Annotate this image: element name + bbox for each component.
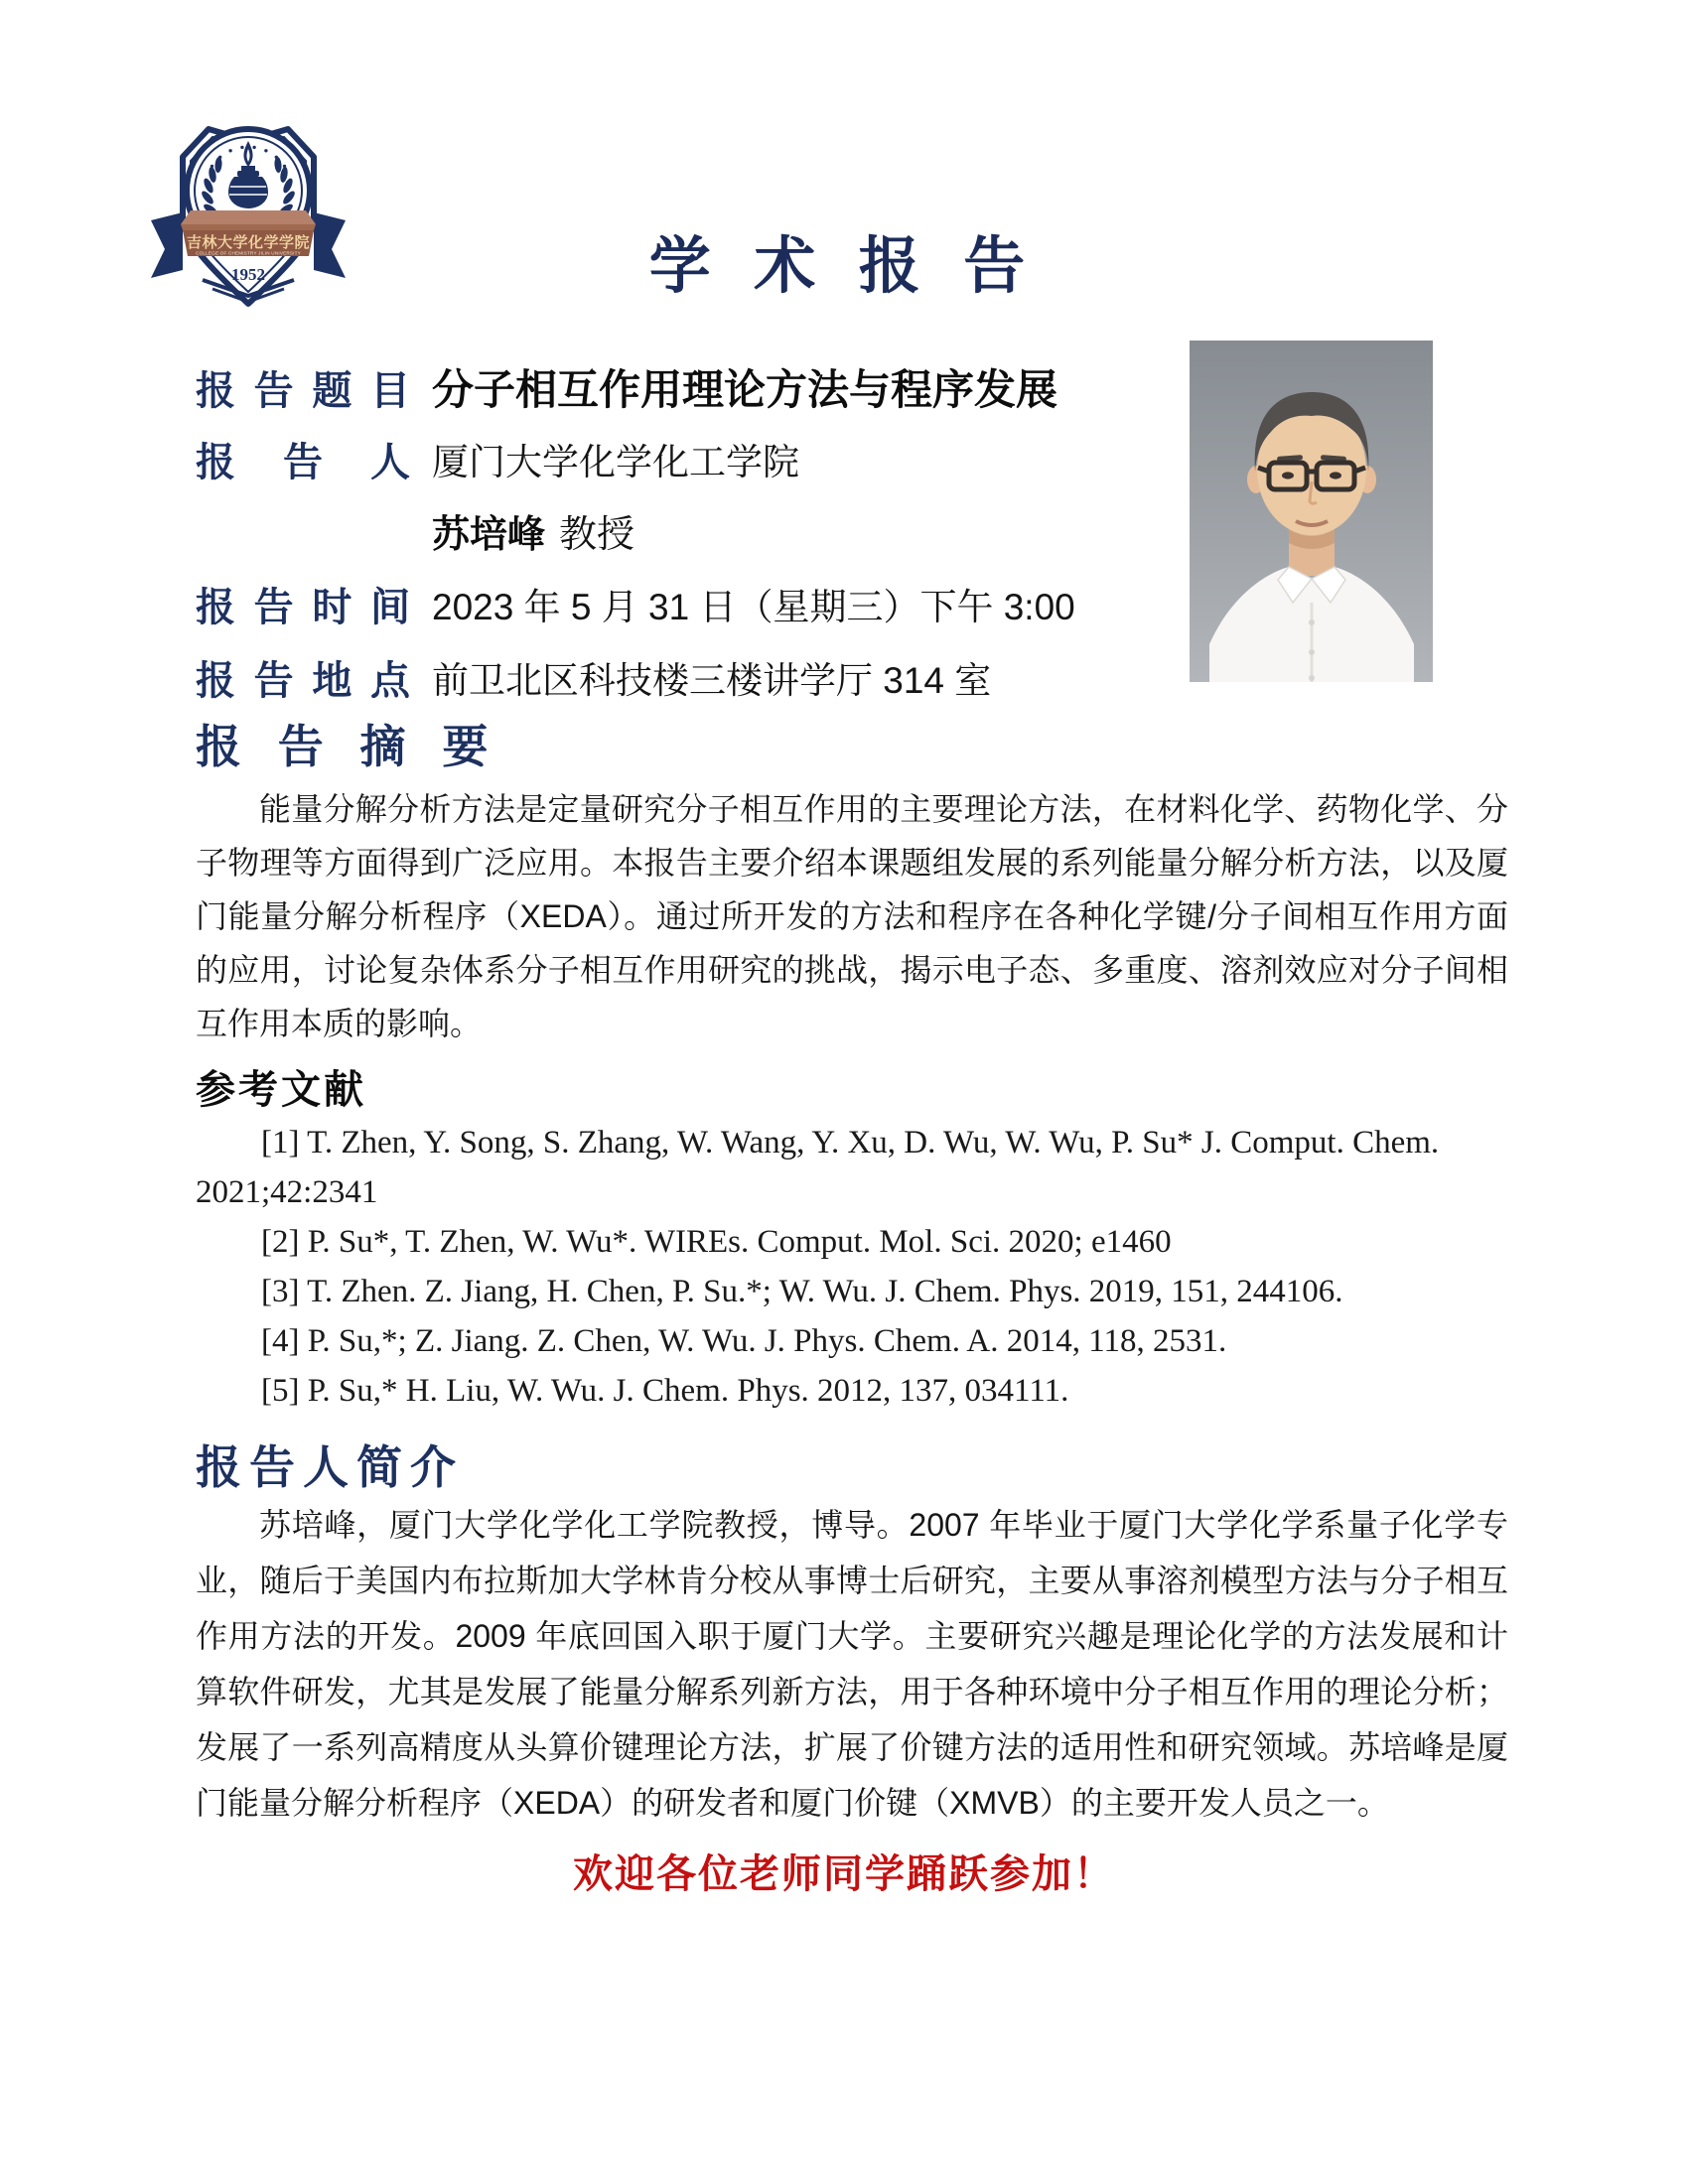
info-value-time: 2023 年 5 月 31 日（星期三）下午 3:00 [432,587,1075,627]
info-label-speaker: 报告人 [196,440,410,484]
speaker-rank: 教授 [559,513,635,556]
reference-item: [4] P. Su,*; Z. Jiang. Z. Chen, W. Wu. J. Phys. Chem. A. 2014, 118, 2531. [261,1323,1227,1359]
welcome-banner: 欢迎各位老师同学踊跃参加！ [573,1852,1115,1896]
bio-heading: 报告人简介 [196,1441,464,1493]
speaker-photo [1190,341,1433,682]
speaker-name: 苏培峰 [432,513,546,556]
references-heading: 参考文献 [196,1067,366,1112]
info-row-venue [196,649,991,705]
info-label-title: 报告题目 [196,368,410,413]
info-row-speaker-name [196,502,634,558]
reference-item: [3] T. Zhen. Z. Jiang, H. Chen, P. Su.*; W. Wu. J. Chem. Phys. 2019, 151, 244106. [261,1274,1343,1309]
info-value-affiliation: 厦门大学化学化工学院 [432,442,799,482]
emblem-cn-name: 吉林大学化学学院 [186,234,311,251]
bio-paragraph: 苏培峰，厦门大学化学化工学院教授，博导。2007 年毕业于厦门大学化学系量子化学专业，随后于美国内布拉斯加大学林肯分校从事博士后研究，主要从事溶剂模型方法与分子相互作用方法的开发。2009 年底回国入职于厦门大学。主要研究兴趣是理论化学的方法发展和计算软件研发，尤其是发展了能量分解系列新方法，用于各种环境中分子相互作用的理论分析；发展了一系列高精度从头算价键理论方法，扩展了价键方法的适用性和研究领域。苏培峰是厦门能量分解分析程序（XEDA）的研发者和厦门价键（XMVB）的主要开发人员之一。 [196,1507,1508,1821]
emblem-year: 1952 [231,265,265,284]
abstract-paragraph: 能量分解分析方法是定量研究分子相互作用的主要理论方法，在材料化学、药物化学、分子物理等方面得到广泛应用。本报告主要介绍本课题组发展的系列能量分解分析方法，以及厦门能量分解分析程序（XEDA）。通过所开发的方法和程序在各种化学键/分子间相互作用方面的应用，讨论复杂体系分子相互作用研究的挑战，揭示电子态、多重度、溶剂效应对分子间相互作用本质的影响。 [196,791,1508,1041]
info-row-speaker [196,431,799,486]
info-value-title: 分子相互作用理论方法与程序发展 [432,366,1058,413]
reference-item: [2] P. Su*, T. Zhen, W. Wu*. WIREs. Comput. Mol. Sci. 2020; e1460 [261,1224,1172,1260]
page-title: 学 术 报 告 [648,233,1040,301]
reference-item: [1] T. Zhen, Y. Song, S. Zhang, W. Wang, Y. Xu, D. Wu, W. Wu, P. Su* J. Comput. Chem. 2021;42:2341 [196,1125,1440,1210]
info-value-venue: 前卫北区科技楼三楼讲学厅 314 室 [432,660,992,701]
references-list [196,1118,1508,1416]
abstract-heading: 报 告 摘 要 [196,721,500,772]
info-row-time [196,576,1075,631]
reference-item: [5] P. Su,* H. Liu, W. Wu. J. Chem. Phys. 2012, 137, 034111. [261,1373,1069,1409]
emblem-en-name: COLLEGE OF CHEMISTRY JILIN UNIVERSITY [196,250,301,256]
info-row-title [196,359,1057,415]
info-label-venue: 报告地点 [196,658,410,703]
info-label-time: 报告时间 [196,585,410,629]
